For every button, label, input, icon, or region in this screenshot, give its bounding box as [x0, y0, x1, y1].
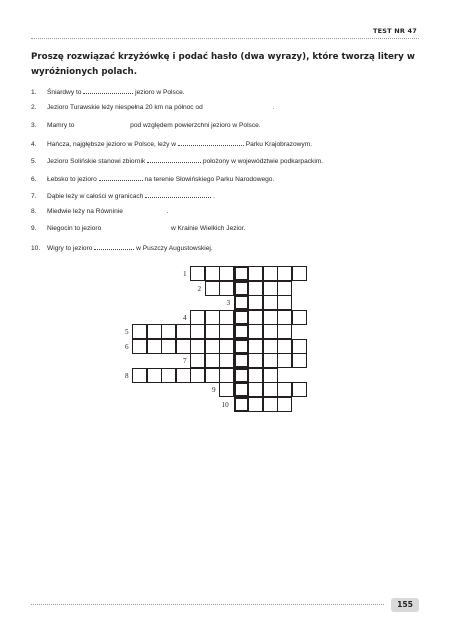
crossword-cell[interactable] — [277, 382, 292, 397]
crossword-cell[interactable] — [147, 368, 162, 383]
solution-cell[interactable] — [234, 295, 249, 310]
crossword-cell[interactable] — [248, 295, 263, 310]
crossword-cell[interactable] — [248, 310, 263, 325]
crossword-cell[interactable] — [132, 368, 147, 383]
crossword-cell[interactable] — [176, 339, 191, 354]
bottom-divider — [31, 604, 384, 605]
clue-number: 10 — [221, 400, 229, 409]
crossword-cell[interactable] — [205, 281, 220, 296]
clue-number: 9 — [212, 386, 216, 394]
crossword-cell[interactable] — [205, 339, 220, 354]
crossword-cell[interactable] — [277, 324, 292, 339]
question-text-before: Jezioro Solińskie stanowi zbiornik — [47, 158, 146, 166]
question-number: 3. — [31, 121, 37, 129]
crossword-cell[interactable] — [263, 339, 278, 354]
question-text-after: . — [166, 208, 169, 216]
question-number: 9. — [31, 225, 37, 233]
crossword-cell[interactable] — [263, 368, 278, 383]
clue-number: 6 — [125, 342, 129, 351]
question-text-before: Wigry to jezioro — [47, 244, 93, 252]
crossword-cell[interactable] — [292, 353, 307, 368]
crossword-cell[interactable] — [292, 382, 307, 397]
crossword-cell[interactable] — [190, 368, 205, 383]
question-text-after: Parku Krajobrazowym. — [245, 140, 313, 148]
crossword-cell[interactable] — [248, 324, 263, 339]
crossword-cell[interactable] — [277, 266, 292, 281]
crossword-cell[interactable] — [263, 266, 278, 281]
crossword-cell[interactable] — [248, 368, 263, 383]
solution-cell[interactable] — [234, 310, 249, 325]
crossword-cell[interactable] — [248, 382, 263, 397]
question-number: 8. — [31, 208, 37, 216]
crossword-cell[interactable] — [292, 339, 307, 354]
crossword-cell[interactable] — [219, 382, 234, 397]
page-number: 155 — [391, 598, 419, 612]
crossword-cell[interactable] — [263, 353, 278, 368]
crossword-cell[interactable] — [205, 310, 220, 325]
question-text-after: w Puszczy Augustowskiej. — [136, 244, 213, 252]
solution-cell[interactable] — [234, 397, 249, 412]
question-text-after: położony w województwie podkarpackim. — [202, 158, 324, 166]
clue-number: 5 — [125, 328, 129, 336]
crossword-cell[interactable] — [248, 353, 263, 368]
question-number: 1. — [31, 89, 37, 96]
crossword-cell[interactable] — [292, 310, 307, 325]
question-text-before: Niegocin to jezioro — [47, 225, 102, 233]
question-text-after: w Krainie Wielkich Jezior. — [170, 225, 246, 233]
solution-cell[interactable] — [234, 266, 249, 281]
crossword-cell[interactable] — [248, 339, 263, 354]
solution-cell[interactable] — [234, 368, 249, 383]
crossword-cell[interactable] — [219, 281, 234, 296]
crossword-cell[interactable] — [248, 397, 263, 412]
question-number: 6. — [31, 175, 37, 183]
crossword-cell[interactable] — [190, 324, 205, 339]
question-text-after: na terenie Słowińskiego Parku Narodowego. — [144, 175, 275, 183]
crossword-cell[interactable] — [263, 397, 278, 412]
question-text-before: Miedwie leży na Równinie — [47, 208, 123, 216]
crossword-cell[interactable] — [205, 266, 220, 281]
question-text-after: pod względem powierzchni jezioro w Polsce. — [130, 121, 261, 129]
solution-cell[interactable] — [234, 324, 249, 339]
question-text-after: . — [213, 192, 215, 200]
solution-cell[interactable] — [234, 382, 249, 397]
crossword-cell[interactable] — [205, 353, 220, 368]
crossword-cell[interactable] — [277, 353, 292, 368]
crossword-cell[interactable] — [205, 368, 220, 383]
crossword-cell[interactable] — [190, 339, 205, 354]
crossword-cell[interactable] — [161, 324, 176, 339]
crossword-cell[interactable] — [219, 266, 234, 281]
question-number: 5. — [31, 158, 37, 166]
question-text-before: Mamry to — [47, 121, 75, 129]
crossword-cell[interactable] — [248, 266, 263, 281]
crossword-cell[interactable] — [277, 295, 292, 310]
instruction-text: Proszę rozwiązać krzyżówkę i podać hasło (dwa wyrazy), które tworzą litery w wyróżnionych polach. — [31, 52, 415, 77]
crossword-cell[interactable] — [176, 368, 191, 383]
clue-number: 2 — [197, 284, 202, 293]
crossword-cell[interactable] — [277, 339, 292, 354]
crossword-cell[interactable] — [190, 266, 205, 281]
crossword-cell[interactable] — [219, 353, 234, 368]
crossword-cell[interactable] — [263, 281, 278, 296]
crossword-cell[interactable] — [190, 310, 205, 325]
crossword-cell[interactable] — [263, 324, 278, 339]
question-number: 4. — [31, 140, 37, 148]
crossword-cell[interactable] — [147, 339, 162, 354]
crossword-cell[interactable] — [132, 324, 147, 339]
clue-number: 7 — [183, 357, 187, 365]
crossword-cell[interactable] — [147, 324, 162, 339]
crossword-cell[interactable] — [263, 295, 278, 310]
question-text-before: Śniardwy to — [47, 89, 82, 96]
question-number: 7. — [31, 192, 37, 200]
question-text-before: Dąbie leży w całości w granicach — [47, 192, 144, 200]
crossword-cell[interactable] — [263, 382, 278, 397]
question-text-after: jezioro w Polsce. — [135, 89, 185, 96]
crossword-cell[interactable] — [219, 339, 234, 354]
crossword-cell[interactable] — [176, 324, 191, 339]
question-text-before: Łebsko to jezioro — [47, 175, 97, 183]
clue-number: 3 — [226, 299, 231, 307]
crossword-cell[interactable] — [219, 310, 234, 325]
crossword-cell[interactable] — [219, 324, 234, 339]
question-text-before: Jezioro Turawskie leży niespełna 20 km na północ od — [47, 104, 203, 112]
clue-number: 8 — [125, 371, 129, 380]
clue-number: 4 — [183, 313, 187, 322]
question-number: 2. — [31, 104, 37, 112]
question-number: 10. — [31, 244, 41, 252]
crossword-cell[interactable] — [248, 281, 263, 296]
crossword-cell[interactable] — [161, 339, 176, 354]
crossword-cell[interactable] — [277, 397, 292, 412]
crossword-cell[interactable] — [190, 353, 205, 368]
crossword-cell[interactable] — [205, 324, 220, 339]
crossword-cell[interactable] — [263, 310, 278, 325]
crossword-cell[interactable] — [277, 281, 292, 296]
crossword-cell[interactable] — [277, 310, 292, 325]
crossword-cell[interactable] — [132, 339, 147, 354]
clue-number: 1 — [183, 270, 187, 278]
solution-cell[interactable] — [234, 353, 249, 368]
question-text-before: Hańcza, najgłębsze jezioro w Polsce, leży w — [47, 140, 177, 148]
solution-cell[interactable] — [234, 339, 249, 354]
solution-cell[interactable] — [234, 281, 249, 296]
crossword-cell[interactable] — [161, 368, 176, 383]
question-text-after: . — [272, 104, 275, 112]
test-label: TEST NR 47 — [372, 27, 417, 35]
crossword-cell[interactable] — [292, 266, 307, 281]
crossword-cell[interactable] — [219, 368, 234, 383]
